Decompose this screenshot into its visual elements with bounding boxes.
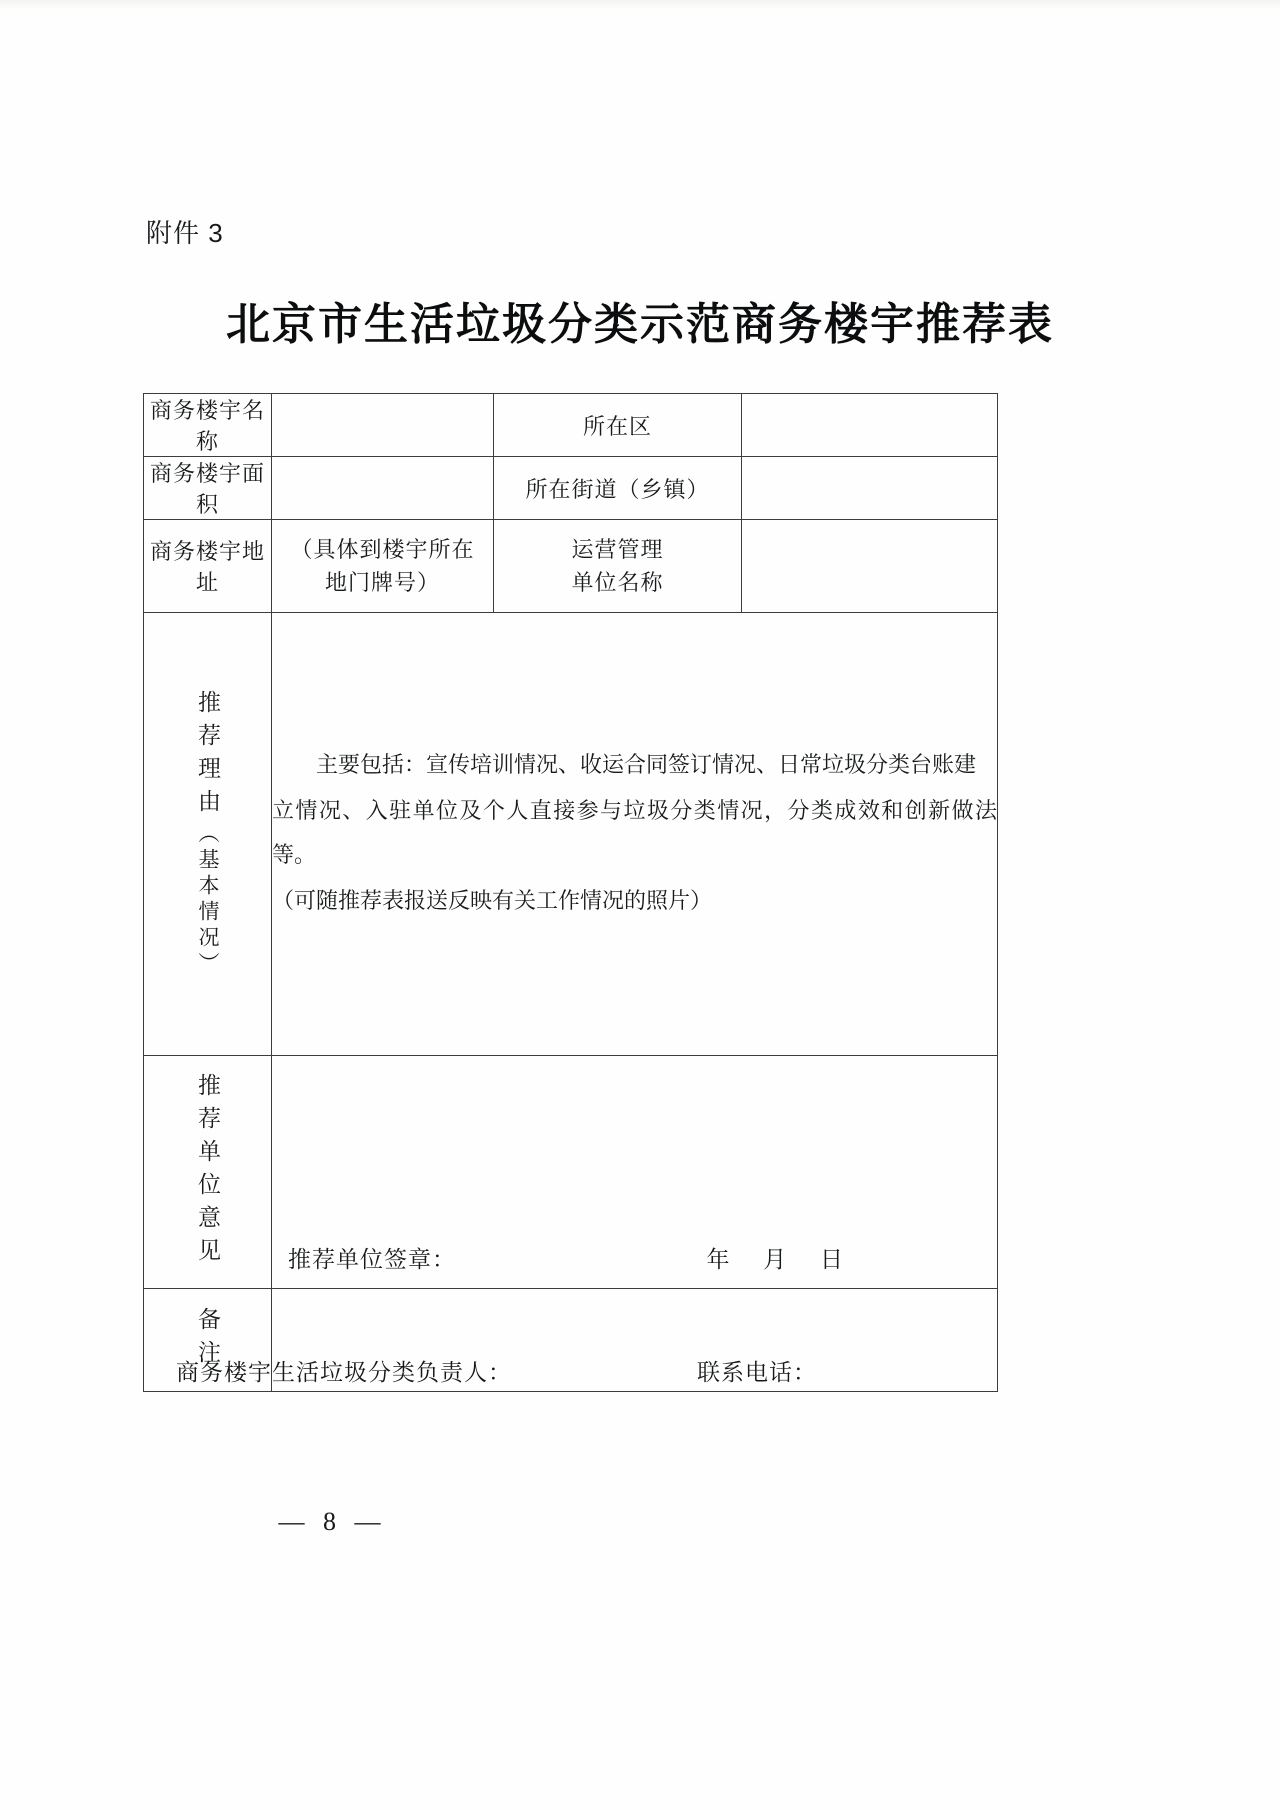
address-hint-line1: （具体到楼宇所在 (290, 537, 475, 562)
field-value-district[interactable] (742, 394, 998, 457)
field-value-building-area[interactable] (272, 457, 494, 520)
reason-paragraph-line-1: 主要包括：宣传培训情况、收运合同签订情况、日常垃圾分类台账建 (316, 752, 977, 777)
reason-paragraph-line-2: 立情况、入驻单位及个人直接参与垃圾分类情况，分类成效和创新做法等。 (272, 798, 997, 867)
responsible-person-label: 商务楼宇生活垃圾分类负责人： (176, 1360, 512, 1385)
opinion-content-cell[interactable] (272, 1056, 998, 1289)
operating-unit-line1: 运营管理 (571, 537, 664, 562)
table-row (144, 394, 998, 457)
page-title: 北京市生活垃圾分类示范商务楼宇推荐表 (226, 300, 1054, 349)
reason-label-sub: （基本情况） (196, 822, 220, 978)
opinion-label: 推荐单位意见 (195, 1073, 220, 1271)
address-hint-line2: 地门牌号） (324, 570, 440, 595)
reason-content-cell[interactable] (272, 613, 998, 1056)
reason-vertical-label (144, 613, 271, 1055)
field-label-street-township: 所在街道（乡镇） (494, 457, 742, 520)
table-row (144, 1056, 998, 1289)
opinion-vertical-label-cell (144, 1056, 272, 1289)
reason-vertical-label-cell (144, 613, 272, 1056)
recommendation-form-table (143, 393, 998, 1392)
field-value-building-name[interactable] (272, 394, 494, 457)
scan-edge-gradient (0, 0, 1280, 10)
field-hint-building-address (272, 520, 494, 613)
reason-label-main: 推荐理由 (195, 690, 220, 822)
date-label: 年 月 日 (706, 1247, 857, 1272)
table-row (144, 613, 998, 1056)
opinion-vertical-label (144, 1056, 271, 1288)
field-label-building-address: 商务楼宇地址 (144, 520, 272, 613)
field-label-building-area: 商务楼宇面积 (144, 457, 272, 520)
field-value-street-township[interactable] (742, 457, 998, 520)
page-number (0, 1507, 1280, 1537)
table-row (144, 457, 998, 520)
field-label-building-name: 商务楼宇名称 (144, 394, 272, 457)
signature-label: 推荐单位签章： (288, 1247, 456, 1272)
reason-paragraph-line-3: （可随推荐表报送反映有关工作情况的照片） (272, 888, 713, 913)
page-number-text: — 8 — (278, 1507, 387, 1536)
contact-phone-label: 联系电话： (697, 1360, 817, 1385)
field-label-district: 所在区 (494, 394, 742, 457)
table-row (144, 520, 998, 613)
field-value-operating-unit[interactable] (742, 520, 998, 613)
field-label-operating-unit (494, 520, 742, 613)
attachment-label: 附件 3 (146, 218, 224, 248)
remark-label: 备注 (195, 1307, 220, 1373)
operating-unit-line2: 单位名称 (571, 570, 664, 595)
